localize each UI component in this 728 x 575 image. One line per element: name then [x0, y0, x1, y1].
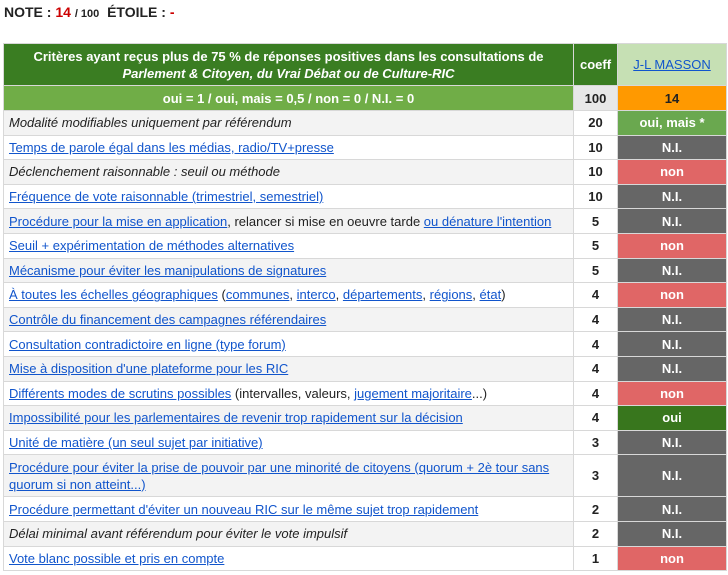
criteria-table: [3, 43, 727, 571]
candidate-header: [618, 44, 727, 86]
rating-cell: oui, mais *: [618, 111, 727, 136]
criterion-link[interactable]: Seuil + expérimentation de méthodes alternatives: [9, 238, 295, 254]
rating-cell: oui: [618, 406, 727, 431]
criteria-row: [4, 184, 727, 209]
criterion-text: Délai minimal avant référendum pour éviter le vote impulsif: [9, 526, 348, 542]
header-row: [4, 44, 727, 86]
criteria-row: [4, 111, 727, 136]
criterion-text: ,: [335, 287, 343, 303]
rating-cell: non: [618, 233, 727, 258]
criteria-row: [4, 283, 727, 308]
coeff-cell: 10: [574, 160, 618, 185]
rating-cell: N.I.: [618, 332, 727, 357]
coeff-cell: 5: [574, 233, 618, 258]
criterion-link[interactable]: Mécanisme pour éviter les manipulations de signatures: [9, 262, 327, 278]
scale-row: [4, 86, 727, 111]
criterion-cell: [4, 381, 574, 406]
criteria-row: [4, 258, 727, 283]
criterion-link[interactable]: Impossibilité pour les parlementaires de revenir trop rapidement sur la décision: [9, 410, 463, 426]
criteria-row: [4, 233, 727, 258]
criterion-cell: [4, 135, 574, 160]
coeff-header: coeff: [574, 44, 618, 86]
criterion-text: ): [501, 287, 506, 303]
note-out-of: / 100: [74, 8, 100, 20]
coeff-cell: 10: [574, 184, 618, 209]
criterion-link[interactable]: Consultation contradictoire en ligne (type forum): [9, 336, 286, 352]
criterion-link[interactable]: interco: [296, 287, 336, 303]
candidate-link[interactable]: J-L MASSON: [633, 57, 711, 72]
criterion-cell: [4, 184, 574, 209]
criterion-text: , relancer si mise en oeuvre tarde: [227, 213, 424, 229]
star-label: ÉTOILE: [107, 4, 158, 20]
coeff-cell: 5: [574, 258, 618, 283]
rating-cell: N.I.: [618, 430, 727, 455]
criteria-row: [4, 160, 727, 185]
criteria-row: [4, 546, 727, 571]
rating-cell: N.I.: [618, 209, 727, 234]
criterion-text: Déclenchement raisonnable : seuil ou méthode: [9, 164, 281, 180]
criterion-text: ,: [472, 287, 480, 303]
criterion-cell: [4, 160, 574, 185]
criterion-cell: [4, 430, 574, 455]
criterion-text: ,: [289, 287, 297, 303]
note-score: 14: [55, 4, 71, 20]
coeff-cell: 4: [574, 307, 618, 332]
rating-cell: non: [618, 160, 727, 185]
criterion-link[interactable]: Unité de matière (un seul sujet par initiative): [9, 435, 263, 451]
rating-cell: non: [618, 283, 727, 308]
criterion-cell: [4, 307, 574, 332]
criteria-row: [4, 406, 727, 431]
criterion-cell: [4, 233, 574, 258]
coeff-cell: 2: [574, 521, 618, 546]
coeff-cell: 5: [574, 209, 618, 234]
criterion-link[interactable]: Procédure pour la mise en application: [9, 213, 228, 229]
criteria-row: [4, 307, 727, 332]
criteria-header-line2: Parlement & Citoyen, du Vrai Débat ou de Culture-RIC: [122, 65, 455, 81]
criteria-header: [4, 44, 574, 86]
total-coeff: 100: [574, 86, 618, 111]
coeff-cell: 4: [574, 332, 618, 357]
criterion-cell: [4, 258, 574, 283]
criterion-cell: [4, 455, 574, 497]
coeff-cell: 1: [574, 546, 618, 571]
criterion-text: ...): [471, 385, 488, 401]
coeff-cell: 20: [574, 111, 618, 136]
note-label: NOTE: [4, 4, 43, 20]
criteria-row: [4, 356, 727, 381]
criterion-link[interactable]: Procédure pour éviter la prise de pouvoir par une minorité de citoyens (quorum + 2è tour sans quorum si non atteint...): [9, 459, 550, 492]
criterion-link[interactable]: Mise à disposition d'une plateforme pour les RIC: [9, 361, 289, 377]
criterion-link[interactable]: jugement majoritaire: [354, 385, 472, 401]
criterion-link[interactable]: Temps de parole égal dans les médias, radio/TV+presse: [9, 139, 334, 155]
criterion-text: ,: [422, 287, 430, 303]
criterion-text: (intervalles, valeurs,: [231, 385, 355, 401]
coeff-cell: 2: [574, 497, 618, 522]
criterion-link[interactable]: Vote blanc possible et pris en compte: [9, 550, 225, 566]
criterion-link[interactable]: état: [479, 287, 502, 303]
criterion-cell: [4, 521, 574, 546]
criterion-text: Modalité modifiables uniquement par référendum: [9, 115, 292, 131]
scale-legend: oui = 1 / oui, mais = 0,5 / non = 0 / N.I. = 0: [4, 86, 574, 111]
rating-cell: N.I.: [618, 135, 727, 160]
rating-cell: N.I.: [618, 521, 727, 546]
criteria-row: [4, 497, 727, 522]
criteria-row: [4, 209, 727, 234]
criteria-row: [4, 381, 727, 406]
rating-cell: N.I.: [618, 307, 727, 332]
criterion-cell: [4, 356, 574, 381]
criterion-cell: [4, 111, 574, 136]
criterion-link[interactable]: Procédure permettant d'éviter un nouveau RIC sur le même sujet trop rapidement: [9, 501, 479, 517]
criteria-row: [4, 135, 727, 160]
criterion-link[interactable]: Différents modes de scrutins possibles: [9, 385, 232, 401]
criteria-row: [4, 455, 727, 497]
criterion-cell: [4, 283, 574, 308]
rating-cell: N.I.: [618, 258, 727, 283]
rating-cell: N.I.: [618, 356, 727, 381]
coeff-cell: 4: [574, 406, 618, 431]
star-separator: :: [161, 4, 166, 20]
criterion-cell: [4, 546, 574, 571]
criterion-cell: [4, 497, 574, 522]
rating-cell: N.I.: [618, 497, 727, 522]
star-value: -: [169, 4, 175, 20]
criteria-row: [4, 332, 727, 357]
criterion-cell: [4, 209, 574, 234]
criterion-link[interactable]: régions: [429, 287, 473, 303]
criterion-link[interactable]: ou dénature l'intention: [423, 213, 552, 229]
criterion-cell: [4, 332, 574, 357]
coeff-cell: 4: [574, 283, 618, 308]
coeff-cell: 3: [574, 430, 618, 455]
note-separator: :: [46, 4, 52, 20]
criterion-link[interactable]: départements: [342, 287, 423, 303]
criterion-cell: [4, 406, 574, 431]
coeff-cell: 3: [574, 455, 618, 497]
criteria-row: [4, 430, 727, 455]
total-score: 14: [618, 86, 727, 111]
criterion-link[interactable]: communes: [225, 287, 290, 303]
score-summary: [4, 4, 175, 20]
rating-cell: non: [618, 381, 727, 406]
criteria-row: [4, 521, 727, 546]
criteria-header-line1: Critères ayant reçus plus de 75 % de réponses positives dans les consultations de: [33, 48, 544, 64]
coeff-cell: 4: [574, 356, 618, 381]
coeff-cell: 4: [574, 381, 618, 406]
criterion-text: (: [217, 287, 226, 303]
coeff-cell: 10: [574, 135, 618, 160]
rating-cell: N.I.: [618, 455, 727, 497]
criterion-link[interactable]: Fréquence de vote raisonnable (trimestriel, semestriel): [9, 189, 324, 205]
rating-cell: non: [618, 546, 727, 571]
criterion-link[interactable]: À toutes les échelles géographiques: [9, 287, 218, 303]
criterion-link[interactable]: Contrôle du financement des campagnes référendaires: [9, 312, 327, 328]
rating-cell: N.I.: [618, 184, 727, 209]
